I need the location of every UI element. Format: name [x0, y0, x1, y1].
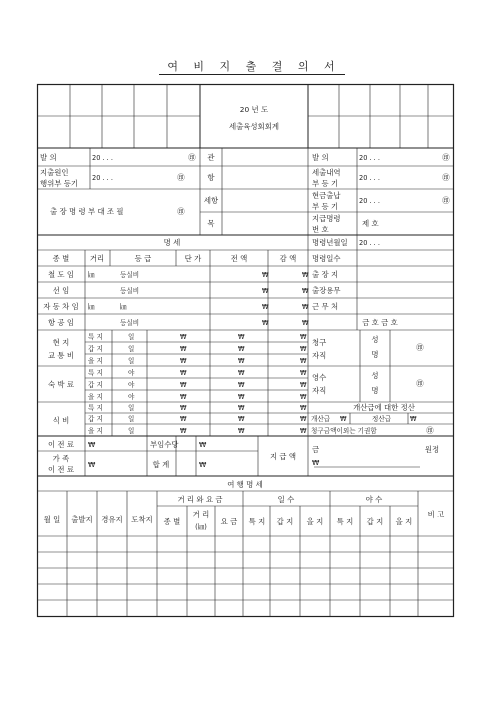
col-unit-price: 단 가 [184, 254, 202, 263]
won-symbol: ₩ [180, 404, 187, 412]
col-fee: 요 금 [220, 517, 238, 526]
stamp-icon: ㊞ [188, 153, 196, 162]
won-symbol: ₩ [238, 333, 245, 341]
won-symbol: ₩ [88, 440, 96, 449]
col-nights-grade: 을 지 [395, 517, 413, 526]
group-local-transport: 현 지 [52, 338, 70, 347]
col-nights-grade: 특 지 [336, 517, 354, 526]
label-gwan: 관 [207, 153, 215, 162]
won-symbol: ₩ [180, 415, 187, 423]
won-symbol: ₩ [312, 458, 320, 467]
col-nights-grade: 갑 지 [366, 517, 384, 526]
km-unit: ㎞ [88, 271, 95, 279]
label-expense-cause-reg: 행위부 등기 [40, 179, 79, 188]
grade-name: 특 지 [88, 369, 103, 377]
won-symbol: ₩ [180, 333, 187, 341]
stamp-icon: ㊞ [442, 173, 450, 182]
won-symbol: ₩ [180, 357, 187, 365]
won-symbol: ₩ [300, 393, 307, 401]
won-symbol: ₩ [302, 319, 309, 327]
date-expense-cause: 20 . . . [92, 174, 113, 182]
won-symbol: ₩ [302, 271, 309, 279]
won-symbol: ₩ [410, 415, 417, 423]
col-distance: 거 리 [192, 510, 210, 519]
grade-unit: 일 [128, 357, 135, 365]
won-symbol: ₩ [300, 427, 307, 435]
date-proposal: 20 . . . [92, 154, 113, 162]
label-mok: 목 [207, 219, 215, 228]
fiscal-year: 20 년 도 [239, 105, 269, 114]
group-lodging: 숙 박 료 [47, 380, 75, 389]
grade-unit: 야 [128, 369, 135, 377]
grade-name: 특 지 [88, 333, 103, 341]
grade-name: 갑 지 [88, 381, 103, 389]
km-unit: ㎞ [88, 303, 95, 311]
won-symbol: ₩ [300, 333, 307, 341]
won-symbol: ₩ [238, 381, 245, 389]
receipt-label: 영수 [312, 373, 327, 382]
claim-name-label-2: 명 [371, 350, 379, 359]
transport-kind-label: 자 동 차 임 [43, 302, 79, 311]
col-days-grade: 갑 지 [276, 517, 294, 526]
label-total: 합 계 [152, 460, 170, 469]
won-symbol: ₩ [180, 427, 187, 435]
label-destination: 출 장 지 [312, 270, 339, 279]
label-family-moving: 이 전 료 [47, 465, 75, 474]
receipt-name-label: 성 [371, 371, 379, 380]
col-nights-group: 야 수 [365, 495, 383, 504]
grade-label: 등실비 [120, 319, 140, 327]
claim-label: 청구 [312, 338, 327, 347]
label-cash-ledger-reg: 부 등 기 [312, 202, 339, 211]
won-symbol: ₩ [199, 460, 207, 469]
transport-kind-label: 항 공 임 [47, 318, 75, 327]
label-moving-expense: 이 전 료 [47, 440, 75, 449]
account-name: 세출육성회회계 [229, 122, 279, 131]
date-cash-ledger: 20 . . . [359, 197, 380, 205]
won-symbol: ₩ [262, 287, 269, 295]
col-full-amount: 전 액 [230, 254, 248, 263]
won-symbol: ₩ [180, 345, 187, 353]
won-symbol: ₩ [180, 393, 187, 401]
date-proposal-right: 20 . . . [359, 154, 380, 162]
stamp-icon: ㊞ [177, 207, 185, 216]
won-symbol: ₩ [88, 460, 96, 469]
grade-unit: 일 [128, 404, 135, 412]
stamp-icon: ㊞ [442, 196, 450, 205]
grade-name: 갑 지 [88, 415, 103, 423]
claim-name-label: 성 [371, 335, 379, 344]
won-symbol: ₩ [300, 404, 307, 412]
order-date-value: 20 . . . [359, 239, 380, 247]
won-symbol: ₩ [238, 345, 245, 353]
transport-kind-label: 선 임 [52, 286, 70, 295]
amount-header: 금 호 금 호 [362, 318, 398, 327]
label-payment-order: 지급명령 [312, 214, 341, 223]
won-symbol: ₩ [199, 440, 207, 449]
col-days-grade: 특 지 [248, 517, 266, 526]
grade-unit: 일 [128, 415, 135, 423]
won-symbol: ₩ [238, 404, 245, 412]
stamp-icon: ㊞ [177, 173, 185, 182]
col-deduction: 감 액 [279, 254, 297, 263]
won-symbol: ₩ [238, 369, 245, 377]
won-symbol: ₩ [302, 287, 309, 295]
grade-unit: 야 [128, 381, 135, 389]
col-fare-group: 거 리 와 요 금 [177, 495, 223, 504]
grade-label: 등실비 [120, 287, 140, 295]
grade-name: 을 지 [88, 393, 103, 401]
won-symbol: ₩ [238, 393, 245, 401]
label-order-date: 명령년월일 [312, 238, 348, 247]
grade-label: 등실비 [120, 271, 140, 279]
col-kind: 종 별 [52, 254, 70, 263]
won-symbol: ₩ [180, 369, 187, 377]
receipt-label-2: 자직 [312, 386, 327, 395]
stamp-icon: ㊞ [416, 343, 424, 352]
grade-unit: 일 [128, 345, 135, 353]
won-symbol: ₩ [300, 381, 307, 389]
label-hang: 항 [207, 173, 215, 182]
label-proposal: 발 의 [40, 153, 57, 162]
col-via: 경유지 [101, 515, 123, 524]
label-estimated-payment: 개산급 [311, 415, 331, 423]
won-symbol: ₩ [300, 357, 307, 365]
label-trip-purpose: 출장용무 [312, 286, 341, 295]
col-date: 월 일 [43, 515, 61, 524]
stamp-icon: ㊞ [442, 153, 450, 162]
group-local-transport-2: 교 통 비 [47, 351, 75, 360]
col-days-grade: 을 지 [306, 517, 324, 526]
label-budget-detail: 세출내역 [312, 168, 341, 177]
label-assignment-allowance: 부임수당 [150, 440, 179, 449]
label-waiver: 청구금액이외는 기권함 [311, 427, 377, 435]
payment-order-number: 제 호 [362, 219, 379, 228]
grade-unit: 야 [128, 393, 135, 401]
won-symbol: ₩ [262, 319, 269, 327]
col-distance-unit: (㎞) [195, 523, 207, 531]
transport-kind-label: 철 도 임 [47, 270, 75, 279]
grade-unit: 일 [128, 333, 135, 341]
label-settled-payment: 정산급 [372, 415, 392, 423]
label-workplace: 근 무 처 [312, 302, 339, 311]
won-symbol: ₩ [180, 381, 187, 389]
details-header: 명 세 [163, 238, 181, 247]
label-family: 가 족 [52, 454, 70, 463]
won-symbol: ₩ [238, 357, 245, 365]
stamp-icon: ㊞ [416, 379, 424, 388]
won-symbol: ₩ [340, 415, 347, 423]
col-departure: 출발지 [71, 515, 93, 524]
won-symbol: ₩ [262, 271, 269, 279]
label-expense-cause: 지출원인 [40, 168, 69, 177]
won-symbol: ₩ [302, 303, 309, 311]
won-symbol: ₩ [262, 303, 269, 311]
label-travel-order-check: 출 장 명 령 부 대 조 필 [50, 207, 124, 216]
itinerary-header: 여 행 명 세 [227, 480, 263, 489]
won-symbol: ₩ [300, 415, 307, 423]
date-budget-detail: 20 . . . [359, 174, 380, 182]
settlement-title: 개산급에 대한 정산 [353, 403, 415, 412]
col-note: 비 고 [427, 510, 445, 519]
group-meals: 식 비 [52, 416, 70, 425]
grade-name: 을 지 [88, 357, 103, 365]
col-grade: 등 급 [134, 254, 152, 263]
grade-name: 특 지 [88, 404, 103, 412]
document-title: 여 비 지 출 결 의 서 [0, 58, 504, 74]
label-budget-detail-reg: 부 등 기 [312, 179, 339, 188]
km-unit: ㎞ [120, 303, 127, 311]
label-payment-amount: 지 급 액 [269, 452, 297, 461]
col-arrival: 도착지 [131, 515, 153, 524]
grade-name: 을 지 [88, 427, 103, 435]
label-sehang: 세항 [203, 196, 219, 205]
label-payment-order-no: 번 호 [312, 225, 329, 234]
label-proposal-right: 발 의 [312, 153, 329, 162]
claim-label-2: 자직 [312, 351, 327, 360]
won-symbol: ₩ [300, 369, 307, 377]
col-transport-kind: 종 별 [163, 517, 181, 526]
won-symbol: ₩ [238, 427, 245, 435]
won-symbol: ₩ [238, 415, 245, 423]
col-distance: 거리 [89, 254, 105, 263]
grade-name: 갑 지 [88, 345, 103, 353]
won-symbol: ₩ [300, 345, 307, 353]
label-order-days: 명령일수 [312, 254, 341, 263]
label-amount: 금 [312, 445, 320, 454]
label-cash-ledger: 현금출납 [312, 191, 341, 200]
label-won-unit: 원정 [424, 445, 440, 454]
receipt-name-label-2: 명 [371, 386, 379, 395]
grade-unit: 일 [128, 427, 135, 435]
col-days-group: 일 수 [277, 495, 295, 504]
stamp-icon: ㊞ [426, 426, 434, 435]
